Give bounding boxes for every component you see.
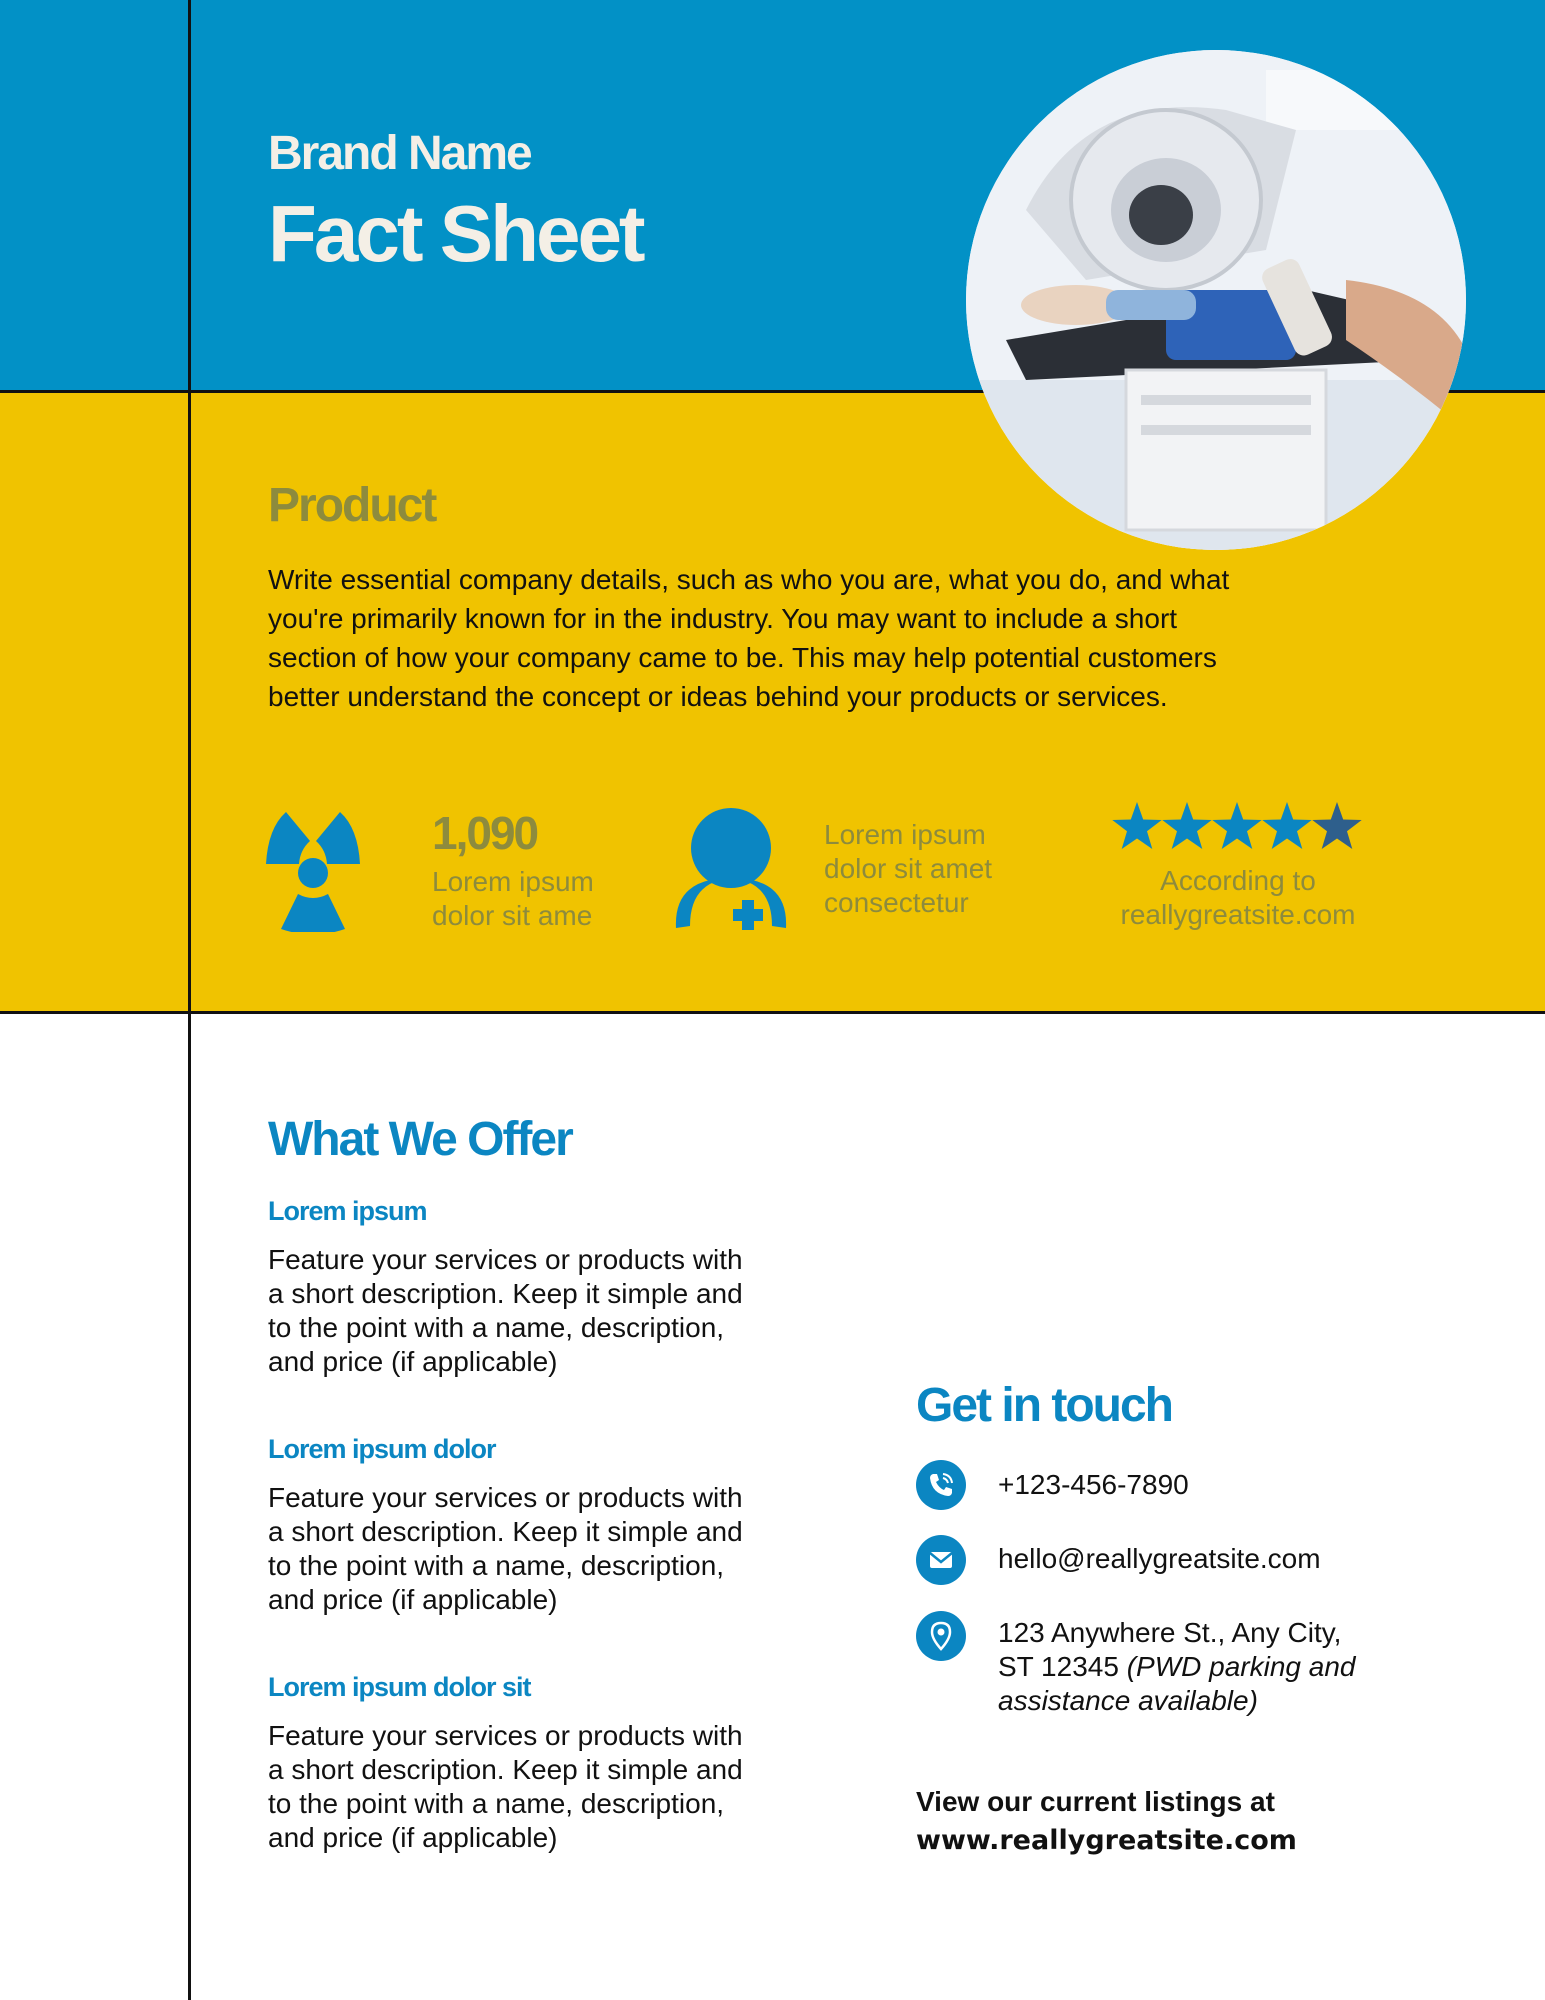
offer-item-description [268, 1243, 828, 1379]
offer-item-description [268, 1719, 828, 1855]
email-icon [916, 1535, 966, 1585]
radiotherapy-photo [966, 50, 1466, 550]
page-title: Fact Sheet [268, 189, 643, 278]
offer-line: and price (if applicable) [268, 1346, 558, 1377]
star-filled-icon [1112, 802, 1161, 849]
patient-care-icon [670, 808, 792, 930]
contact-heading: Get in touch [916, 1379, 1172, 1432]
star-dim-icon [1312, 802, 1361, 849]
listing-text: View our current listings at [916, 1786, 1275, 1817]
radiotherapy-machine-illustration [966, 50, 1466, 550]
address-line: 123 Anywhere St., Any City, [998, 1617, 1342, 1648]
address-note: (PWD parking and [1126, 1651, 1356, 1682]
product-description: Write essential company details, such as who you are, what you do, and what you're primarily known for in the industry. You may want to include a short section of how your company came to be. This may help potential customers better understand the concept or ideas behind your products or services. [268, 564, 1230, 712]
rating-line2: reallygreatsite.com [1120, 899, 1356, 930]
rating-line1: According to [1160, 865, 1316, 896]
stat-value: 1,090 [432, 807, 538, 859]
contact-phone[interactable]: +123-456-7890 [998, 1469, 1189, 1500]
offer-line: to the point with a name, description, [268, 1788, 725, 1819]
brand-name: Brand Name [268, 127, 531, 180]
stat2-line1: Lorem ipsum [824, 819, 986, 850]
phone-icon [916, 1460, 966, 1510]
offer-line: a short description. Keep it simple and [268, 1754, 743, 1785]
offer-line: a short description. Keep it simple and [268, 1516, 743, 1547]
offer-line: Feature your services or products with [268, 1482, 743, 1513]
contact-email[interactable]: hello@reallygreatsite.com [998, 1543, 1321, 1574]
star-filled-icon [1212, 802, 1261, 849]
stat2-line3: consectetur [824, 887, 969, 918]
location-pin-icon [916, 1611, 966, 1661]
offer-line: to the point with a name, description, [268, 1312, 725, 1343]
rating-stars [1112, 800, 1362, 856]
stat1-line1: Lorem ipsum [432, 866, 594, 897]
offer-line: Feature your services or products with [268, 1244, 743, 1275]
offer-item-description [268, 1481, 828, 1617]
star-filled-icon [1262, 802, 1311, 849]
offer-line: a short description. Keep it simple and [268, 1278, 743, 1309]
offer-heading: What We Offer [268, 1113, 572, 1166]
divider-bottom [0, 1011, 1545, 1014]
address-note: assistance available) [998, 1685, 1258, 1716]
offer-line: and price (if applicable) [268, 1584, 558, 1615]
product-heading: Product [268, 479, 436, 532]
vertical-rule [188, 0, 191, 2000]
address-line: ST 12345 [998, 1651, 1127, 1682]
offer-item-title: Lorem ipsum dolor [268, 1434, 496, 1464]
stat1-line2: dolor sit ame [432, 900, 593, 931]
radiation-icon [266, 812, 360, 932]
offer-line: Feature your services or products with [268, 1720, 743, 1751]
star-filled-icon [1162, 802, 1211, 849]
offer-item-title: Lorem ipsum dolor sit [268, 1672, 531, 1702]
contact-address [998, 1616, 1355, 1718]
offer-item-title: Lorem ipsum [268, 1196, 427, 1226]
stat2-line2: dolor sit amet [824, 853, 993, 884]
listing-callout [916, 1782, 1297, 1860]
offer-line: and price (if applicable) [268, 1822, 558, 1853]
listing-url[interactable]: www.reallygreatsite.com [916, 1825, 1297, 1856]
offer-line: to the point with a name, description, [268, 1550, 725, 1581]
